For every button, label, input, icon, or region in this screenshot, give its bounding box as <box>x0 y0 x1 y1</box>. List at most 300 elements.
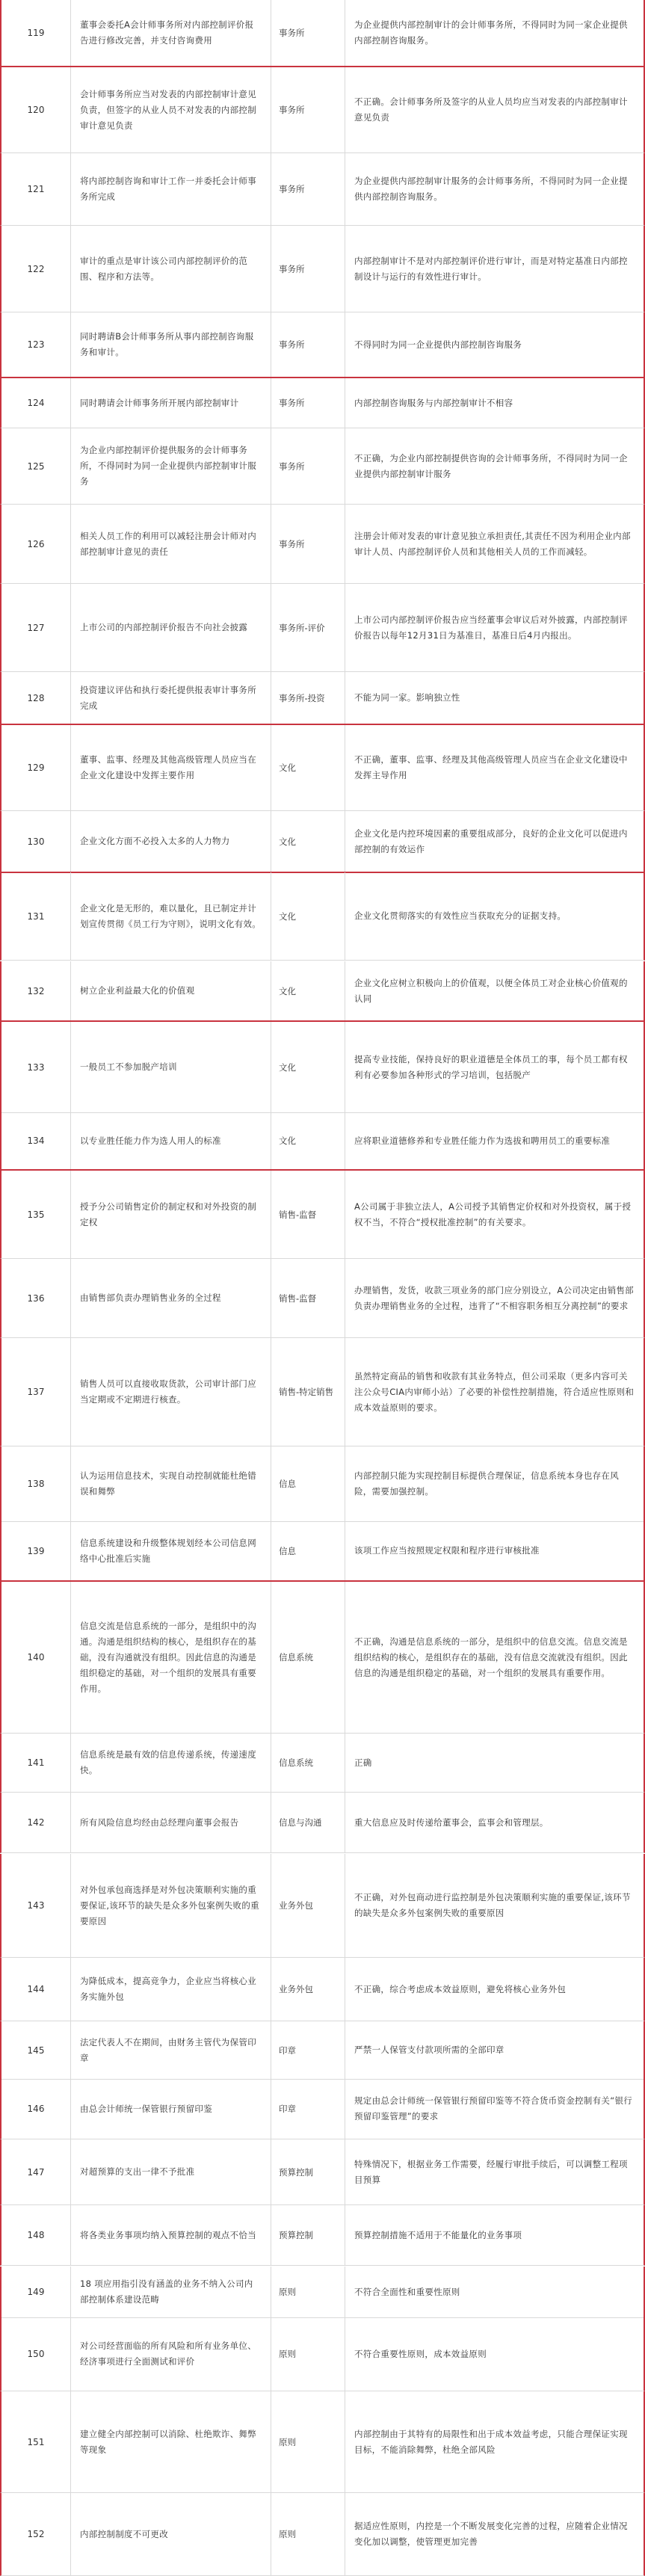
row-number-text: 148 <box>27 2230 45 2240</box>
analysis-cell <box>345 1446 644 1521</box>
statement-cell-text: 销售人员可以直接收取货款，公司审计部门应当定期或不定期进行核查。 <box>80 1378 256 1405</box>
statement-cell-text: 授予分公司销售定价的制定权和对外投资的制定权 <box>80 1201 256 1227</box>
analysis-cell-text: A公司属于非独立法人，A公司授予其销售定价权和对外投资权，属于授权不当，不符合“授权批准控制”的有关要求。 <box>354 1201 632 1227</box>
category-cell <box>271 1521 345 1580</box>
statement-cell-text: 所有风险信息均经由总经理向董事会报告 <box>80 1817 239 1828</box>
statement-cell <box>71 811 271 872</box>
category-cell <box>271 1022 345 1112</box>
table-row <box>0 2317 645 2391</box>
category-cell-text: 文化 <box>279 836 296 847</box>
analysis-cell-text: 注册会计师对发表的审计意见独立承担责任,其责任不因为利用企业内部审计人员、内部控制评价人员和其他相关人员的工作而减轻。 <box>354 530 631 557</box>
analysis-cell-text: 企业文化应树立积极向上的价值观，以便全体员工对企业核心价值观的认同 <box>354 977 628 1004</box>
table-row <box>0 1171 645 1259</box>
analysis-cell <box>345 505 644 583</box>
statement-cell-text: 信息交流是信息系统的一部分，是组织中的沟通。沟通是组织结构的核心，是组织存在的基础，没有沟通就没有组织。因此信息的沟通是组织稳定的基础，对一个组织的发展具有重要作用。 <box>80 1620 256 1694</box>
analysis-cell-text: 内部控制只能为实现控制目标提供合理保证，信息系统本身也存在风险，需要加强控制。 <box>354 1470 619 1497</box>
category-cell <box>271 2493 345 2575</box>
analysis-cell <box>345 2317 644 2391</box>
category-cell-text: 业务外包 <box>279 1900 313 1911</box>
row-number-text: 140 <box>27 1652 45 1663</box>
statement-cell <box>71 1958 271 2021</box>
category-cell-text: 事务所 <box>279 460 305 472</box>
statement-cell <box>71 378 271 428</box>
statement-cell <box>71 312 271 377</box>
analysis-cell-text: 不符合重要性原则，成本效益原则 <box>354 2348 487 2359</box>
category-cell <box>271 378 345 428</box>
statement-cell <box>71 1446 271 1521</box>
row-number <box>1 0 71 66</box>
category-cell-text: 事务所-评价 <box>279 622 325 633</box>
row-number-text: 146 <box>27 2104 45 2114</box>
table-row <box>0 1793 645 1853</box>
category-cell <box>271 1338 345 1446</box>
row-number-text: 125 <box>27 460 45 472</box>
analysis-cell <box>345 2079 644 2139</box>
row-number-text: 151 <box>27 2436 45 2447</box>
analysis-cell <box>345 584 644 671</box>
analysis-cell-text: 重大信息应及时传递给董事会，监事会和管理层。 <box>354 1817 549 1828</box>
row-number-text: 138 <box>27 1479 45 1489</box>
row-number <box>1 1171 71 1258</box>
statement-cell <box>71 67 271 152</box>
statement-cell <box>71 428 271 504</box>
analysis-cell-text: 企业文化是内控环境因素的重要组成部分，良好的企业文化可以促进内部控制的有效运作 <box>354 828 628 854</box>
statement-cell-text: 认为运用信息技术，实现自动控制就能杜绝错误和舞弊 <box>80 1470 256 1497</box>
category-cell <box>271 1793 345 1852</box>
row-number-text: 141 <box>27 1757 45 1768</box>
table-row <box>0 428 645 505</box>
row-number <box>1 1446 71 1521</box>
category-cell <box>271 1112 345 1169</box>
table-row <box>0 1338 645 1446</box>
category-cell-text: 事务所 <box>279 538 305 549</box>
table-row <box>0 1582 645 1734</box>
statement-cell-text: 内部控制制度不可更改 <box>80 2528 168 2539</box>
table-row <box>0 0 645 67</box>
statement-cell-text: 树立企业利益最大化的价值观 <box>80 985 195 996</box>
row-number <box>1 2205 71 2265</box>
analysis-cell <box>345 1521 644 1580</box>
statement-cell-text: 对外包承包商选择是对外包决策顺利实施的重要保证,该环节的缺失是众多外包案例失败的重要原因 <box>80 1884 259 1926</box>
table-row <box>0 1259 645 1338</box>
category-cell <box>271 1259 345 1337</box>
table-row <box>0 872 645 961</box>
table-row <box>0 2493 645 2576</box>
row-number-text: 131 <box>27 910 45 922</box>
statement-cell-text: 信息系统建设和升级整体规划经本公司信息网络中心批准后实施 <box>80 1537 256 1564</box>
category-cell-text: 印章 <box>279 2104 296 2114</box>
table-row <box>0 226 645 312</box>
analysis-cell <box>345 2391 644 2492</box>
statement-cell <box>71 2021 271 2079</box>
row-number <box>1 584 71 671</box>
statement-cell-text: 对公司经营面临的所有风险和所有业务单位、经济事项进行全面测试和评价 <box>80 2341 256 2367</box>
category-cell <box>271 1958 345 2021</box>
analysis-cell-text: 不正确，为企业内部控制提供咨询的会计师事务所，不得同时为同一企业提供内部控制审计服务 <box>354 452 628 479</box>
row-number-text: 133 <box>27 1061 45 1073</box>
category-cell-text: 信息系统 <box>279 1652 313 1663</box>
statement-cell <box>71 2317 271 2391</box>
category-cell-text: 原则 <box>279 2436 296 2447</box>
category-cell-text: 事务所 <box>279 263 305 274</box>
row-number-text: 139 <box>27 1545 45 1556</box>
row-number <box>1 505 71 583</box>
row-number <box>1 1958 71 2021</box>
row-number-text: 149 <box>27 2287 45 2297</box>
table-row <box>0 1022 645 1113</box>
row-number <box>1 2391 71 2492</box>
table-row <box>0 2391 645 2493</box>
row-number-text: 127 <box>27 622 45 633</box>
statement-cell <box>71 2493 271 2575</box>
category-cell-text: 销售-监督 <box>279 1209 317 1220</box>
category-cell-text: 原则 <box>279 2287 296 2297</box>
category-cell <box>271 1446 345 1521</box>
category-cell-text: 事务所 <box>279 398 305 408</box>
row-number-text: 119 <box>27 28 45 38</box>
row-number-text: 152 <box>27 2529 45 2539</box>
table-row <box>0 1854 645 1958</box>
analysis-cell-text: 预算控制措施不适用于不能量化的业务事项 <box>354 2229 522 2240</box>
category-cell-text: 预算控制 <box>279 2230 313 2240</box>
table-row <box>0 67 645 153</box>
row-number <box>1 1022 71 1112</box>
category-cell <box>271 312 345 377</box>
category-cell <box>271 811 345 872</box>
category-cell-text: 文化 <box>279 1061 296 1073</box>
category-cell-text: 事务所 <box>279 184 305 194</box>
row-number <box>1 378 71 428</box>
category-cell-text: 文化 <box>279 985 296 996</box>
analysis-cell <box>345 2021 644 2079</box>
analysis-cell <box>345 1022 644 1112</box>
category-cell <box>271 725 345 810</box>
row-number-text: 132 <box>27 985 45 996</box>
statement-cell-text: 董事、监事、经理及其他高级管理人员应当在企业文化建设中发挥主要作用 <box>80 754 256 780</box>
category-cell-text: 文化 <box>279 762 296 773</box>
row-number <box>1 961 71 1020</box>
statement-cell <box>71 1734 271 1792</box>
table-row <box>0 2021 645 2080</box>
table-row <box>0 153 645 226</box>
analysis-cell <box>345 428 644 504</box>
analysis-cell-text: 应将职业道德修养和专业胜任能力作为选拔和聘用员工的重要标准 <box>354 1135 611 1146</box>
category-cell <box>271 1171 345 1258</box>
category-cell-text: 文化 <box>279 910 296 922</box>
category-cell-text: 销售-监督 <box>279 1292 317 1304</box>
row-number <box>1 725 71 810</box>
row-number-text: 147 <box>27 2166 45 2178</box>
statement-cell-text: 上市公司的内部控制评价报告不向社会披露 <box>80 622 248 632</box>
row-number-text: 144 <box>27 1984 45 1994</box>
table-row <box>0 1446 645 1522</box>
table-row <box>0 2267 645 2318</box>
analysis-cell <box>345 1171 644 1258</box>
row-number <box>1 312 71 377</box>
category-cell-text: 事务所 <box>279 105 305 115</box>
row-number <box>1 1793 71 1852</box>
statement-cell <box>71 2267 271 2317</box>
analysis-cell <box>345 1854 644 1957</box>
row-number-text: 129 <box>27 762 45 773</box>
table-row <box>0 1958 645 2021</box>
category-cell <box>271 2021 345 2079</box>
row-number-text: 142 <box>27 1817 45 1828</box>
analysis-cell <box>345 2205 644 2265</box>
row-number <box>1 1854 71 1957</box>
row-number <box>1 67 71 152</box>
statement-cell-text: 董事会委托A会计师事务所对内部控制评价报告进行修改完善，并支付咨询费用 <box>80 19 254 46</box>
analysis-cell-text: 提高专业技能，保持良好的职业道德是全体员工的事，每个员工都有权利有必要参加各种形式的学习培训，包括脱产 <box>354 1053 628 1080</box>
statement-cell <box>71 2139 271 2204</box>
analysis-cell <box>345 2139 644 2204</box>
row-number <box>1 1521 71 1580</box>
table-row <box>0 378 645 428</box>
row-number <box>1 226 71 312</box>
category-cell <box>271 672 345 724</box>
statement-cell <box>71 1521 271 1580</box>
statement-cell-text: 企业文化方面不必投入太多的人力物力 <box>80 836 230 846</box>
row-number-text: 123 <box>27 339 45 350</box>
analysis-cell-text: 为企业提供内部控制审计的会计师事务所，不得同时为同一家企业提供内部控制咨询服务。 <box>354 19 628 46</box>
category-cell <box>271 1854 345 1957</box>
category-cell <box>271 872 345 960</box>
row-number-text: 121 <box>27 184 45 194</box>
row-number <box>1 1112 71 1169</box>
analysis-cell <box>345 725 644 810</box>
row-number <box>1 2079 71 2139</box>
table-row <box>0 811 645 873</box>
row-number-text: 136 <box>27 1292 45 1304</box>
analysis-cell <box>345 1734 644 1792</box>
analysis-cell-text: 规定由总会计师统一保管银行预留印鉴等不符合货币资金控制有关“银行预留印鉴管理”的要求 <box>354 2095 633 2121</box>
row-number <box>1 428 71 504</box>
analysis-cell <box>345 1793 644 1852</box>
row-number <box>1 1734 71 1792</box>
statement-cell-text: 同时聘请B会计师事务所从事内部控制咨询服务和审计。 <box>80 331 254 357</box>
row-number <box>1 2493 71 2575</box>
analysis-cell-text: 不得同时为同一企业提供内部控制咨询服务 <box>354 339 522 350</box>
category-cell <box>271 2267 345 2317</box>
analysis-cell-text: 正确 <box>354 1757 372 1768</box>
statement-cell-text: 企业文化是无形的，难以量化，且已制定并计划宣传贯彻《员工行为守则》，说明文化有效。 <box>80 902 262 929</box>
analysis-cell <box>345 378 644 428</box>
statement-cell <box>71 153 271 225</box>
analysis-cell-text: 不正确，沟通是信息系统的一部分，是组织中的信息交流。信息交流是组织结构的核心，是组织存在的基础，没有信息交流就没有组织。因此信息的沟通是组织稳定的基础，对一个组织的发展具有重要作用。 <box>354 1636 628 1678</box>
category-cell-text: 信息 <box>279 1479 296 1489</box>
analysis-cell-text: 内部控制由于其特有的局限性和出于成本效益考虑，只能合理保证实现目标，不能消除舞弊，杜绝全部风险 <box>354 2428 628 2455</box>
analysis-cell <box>345 811 644 872</box>
statement-cell <box>71 226 271 312</box>
table-row <box>0 672 645 725</box>
category-cell-text: 事务所-投资 <box>279 692 325 703</box>
category-cell <box>271 2205 345 2265</box>
analysis-cell-text: 内部控制审计不是对内部控制评价进行审计，而是对特定基准日内部控制设计与运行的有效性进行审计。 <box>354 255 628 282</box>
row-number <box>1 1338 71 1446</box>
statement-cell <box>71 1793 271 1852</box>
statement-cell <box>71 961 271 1020</box>
row-number <box>1 872 71 960</box>
table-row <box>0 961 645 1022</box>
statement-cell-text: 对超预算的支出一律不予批准 <box>80 2166 195 2177</box>
category-cell <box>271 584 345 671</box>
table-row <box>0 2079 645 2139</box>
row-number-text: 128 <box>27 692 45 703</box>
table-row <box>0 2139 645 2205</box>
row-number-text: 135 <box>27 1209 45 1220</box>
statement-cell <box>71 1338 271 1446</box>
statement-cell-text: 为企业内部控制评价提供服务的会计师事务所，不得同时为同一企业提供内部控制审计服务 <box>80 445 256 487</box>
statement-cell <box>71 1171 271 1258</box>
category-cell <box>271 1734 345 1792</box>
row-number <box>1 2139 71 2204</box>
row-number <box>1 672 71 724</box>
row-number <box>1 2267 71 2317</box>
row-number-text: 120 <box>27 105 45 115</box>
table-row <box>0 2205 645 2266</box>
category-cell <box>271 2391 345 2492</box>
analysis-cell-text: 不正确，对外包商动进行监控制是外包决策顺利实施的重要保证,该环节的缺失是众多外包案例失败的重要原因 <box>354 1892 631 1918</box>
analysis-cell <box>345 2267 644 2317</box>
category-cell <box>271 2079 345 2139</box>
analysis-cell <box>345 0 644 66</box>
statement-cell <box>71 1259 271 1337</box>
row-number-text: 124 <box>27 398 45 408</box>
table-row <box>0 1734 645 1793</box>
analysis-cell <box>345 1259 644 1337</box>
statement-cell-text: 将各类业务事项均纳入预算控制的观点不恰当 <box>80 2229 256 2240</box>
analysis-cell-text: 为企业提供内部控制审计服务的会计师事务所，不得同时为同一企业提供内部控制咨询服务。 <box>354 176 628 202</box>
analysis-cell <box>345 961 644 1020</box>
category-cell-text: 信息与沟通 <box>279 1817 322 1828</box>
row-number <box>1 2317 71 2391</box>
analysis-cell-text: 虽然特定商品的销售和收款有其业务特点，但公司采取（更多内容可关注公众号CIA内审师小站）了必要的补偿性控制措施，符合适应性原则和成本效益原则的要求。 <box>354 1370 635 1413</box>
category-cell-text: 销售-特定销售 <box>279 1387 334 1397</box>
category-cell <box>271 428 345 504</box>
category-cell-text: 预算控制 <box>279 2166 313 2178</box>
analysis-cell-text: 该项工作应当按照规定权限和程序进行审核批准 <box>354 1545 540 1556</box>
category-cell-text: 事务所 <box>279 28 305 38</box>
category-cell-text: 事务所 <box>279 339 305 350</box>
analysis-cell <box>345 1338 644 1446</box>
row-number-text: 126 <box>27 538 45 549</box>
category-cell <box>271 1582 345 1733</box>
statement-cell-text: 为降低成本，提高竞争力，企业应当将核心业务实施外包 <box>80 1976 256 2002</box>
statement-cell-text: 审计的重点是审计该公司内部控制评价的范围、程序和方法等。 <box>80 255 248 282</box>
statement-cell-text: 建立健全内部控制可以消除、杜绝欺诈、舞弊等现象 <box>80 2428 256 2455</box>
category-cell-text: 原则 <box>279 2349 296 2359</box>
row-number <box>1 153 71 225</box>
analysis-cell-text: 特殊情况下，根据业务工作需要，经履行审批手续后，可以调整工程项目预算 <box>354 2158 628 2185</box>
analysis-cell <box>345 872 644 960</box>
analysis-cell-text: 上市公司内部控制评价报告应当经董事会审议后对外披露，内部控制评价报告以每年12月31日为基准日，基准日后4月内报出。 <box>354 614 628 641</box>
row-number <box>1 1259 71 1337</box>
analysis-cell <box>345 672 644 724</box>
table-row <box>0 1112 645 1171</box>
statement-cell-text: 以专业胜任能力作为选人用人的标准 <box>80 1135 221 1146</box>
analysis-cell <box>345 1958 644 2021</box>
table-row <box>0 1521 645 1582</box>
analysis-cell <box>345 1582 644 1733</box>
row-number <box>1 811 71 872</box>
row-number-text: 137 <box>27 1387 45 1397</box>
analysis-cell-text: 不符合全面性和重要性原则 <box>354 2286 460 2297</box>
category-cell <box>271 961 345 1020</box>
table-row <box>0 584 645 672</box>
statement-cell <box>71 1022 271 1112</box>
analysis-cell-text: 不正确。会计师事务所及签字的从业人员均应当对发表的内部控制审计意见负责 <box>354 96 628 123</box>
category-cell <box>271 67 345 152</box>
statement-cell <box>71 1112 271 1169</box>
category-cell-text: 原则 <box>279 2529 296 2539</box>
statement-cell-text: 会计师事务所应当对发表的内部控制审计意见负责，但签字的从业人员不对发表的内部控制审计意见负责 <box>80 88 256 131</box>
statement-cell-text: 由销售部负责办理销售业务的全过程 <box>80 1292 221 1303</box>
category-cell <box>271 2317 345 2391</box>
statement-cell-text: 相关人员工作的利用可以减轻注册会计师对内部控制审计意见的责任 <box>80 530 256 557</box>
analysis-cell-text: 不能为同一家。影响独立性 <box>354 692 460 703</box>
statement-cell-text: 法定代表人不在期间，由财务主管代为保管印章 <box>80 2036 256 2063</box>
table-row <box>0 505 645 584</box>
table-row <box>0 725 645 811</box>
row-number-text: 134 <box>27 1136 45 1146</box>
analysis-cell-text: 不正确，董事、监事、经理及其他高级管理人员应当在企业文化建设中发挥主导作用 <box>354 754 628 780</box>
row-number-text: 143 <box>27 1900 45 1911</box>
statement-cell-text: 18 项应用指引没有涵盖的业务不纳入公司内部控制体系建设范畴 <box>80 2278 253 2305</box>
statement-cell-text: 信息系统是最有效的信息传递系统，传递速度快。 <box>80 1749 256 1775</box>
row-number <box>1 2021 71 2079</box>
category-cell-text: 文化 <box>279 1136 296 1146</box>
category-cell <box>271 2139 345 2204</box>
category-cell <box>271 153 345 225</box>
statement-cell-text: 将内部控制咨询和审计工作一并委托会计师事务所完成 <box>80 176 256 202</box>
analysis-cell <box>345 1112 644 1169</box>
category-cell <box>271 226 345 312</box>
statement-cell-text: 由总会计师统一保管银行预留印鉴 <box>80 2103 212 2114</box>
statement-cell <box>71 2391 271 2492</box>
statement-cell <box>71 0 271 66</box>
statement-cell <box>71 2205 271 2265</box>
analysis-cell <box>345 2493 644 2575</box>
statement-cell <box>71 584 271 671</box>
statement-cell <box>71 1854 271 1957</box>
statement-cell <box>71 725 271 810</box>
row-number-text: 130 <box>27 836 45 847</box>
statement-cell <box>71 672 271 724</box>
analysis-cell-text: 不正确，综合考虑成本效益原则，避免将核心业务外包 <box>354 1983 567 1994</box>
statement-cell <box>71 1582 271 1733</box>
statement-cell-text: 一般员工不参加脱产培训 <box>80 1061 177 1072</box>
category-cell-text: 业务外包 <box>279 1984 313 1994</box>
analysis-cell <box>345 312 644 377</box>
analysis-cell-text: 内部控制咨询服务与内部控制审计不相容 <box>354 397 513 408</box>
analysis-cell <box>345 67 644 152</box>
row-number <box>1 1582 71 1733</box>
statement-cell <box>71 872 271 960</box>
row-number-text: 122 <box>27 263 45 274</box>
analysis-cell-text: 办理销售，发货，收款三项业务的部门应分别设立，A公司决定由销售部负责办理销售业务的全过程，违背了“不相容职务相互分离控制”的要求 <box>354 1284 634 1311</box>
row-number-text: 150 <box>27 2349 45 2359</box>
statement-cell-text: 同时聘请会计师事务所开展内部控制审计 <box>80 397 239 408</box>
category-cell-text: 信息 <box>279 1545 296 1556</box>
analysis-cell <box>345 226 644 312</box>
category-cell-text: 信息系统 <box>279 1757 313 1768</box>
statement-cell-text: 投资建议评估和执行委托提供报表审计事务所完成 <box>80 684 256 711</box>
analysis-cell <box>345 153 644 225</box>
analysis-cell-text: 企业文化贯彻落实的有效性应当获取充分的证据支持。 <box>354 910 567 921</box>
analysis-cell-text: 严禁一人保管支付款项所需的全部印章 <box>354 2045 504 2055</box>
table-row <box>0 312 645 378</box>
category-cell <box>271 0 345 66</box>
